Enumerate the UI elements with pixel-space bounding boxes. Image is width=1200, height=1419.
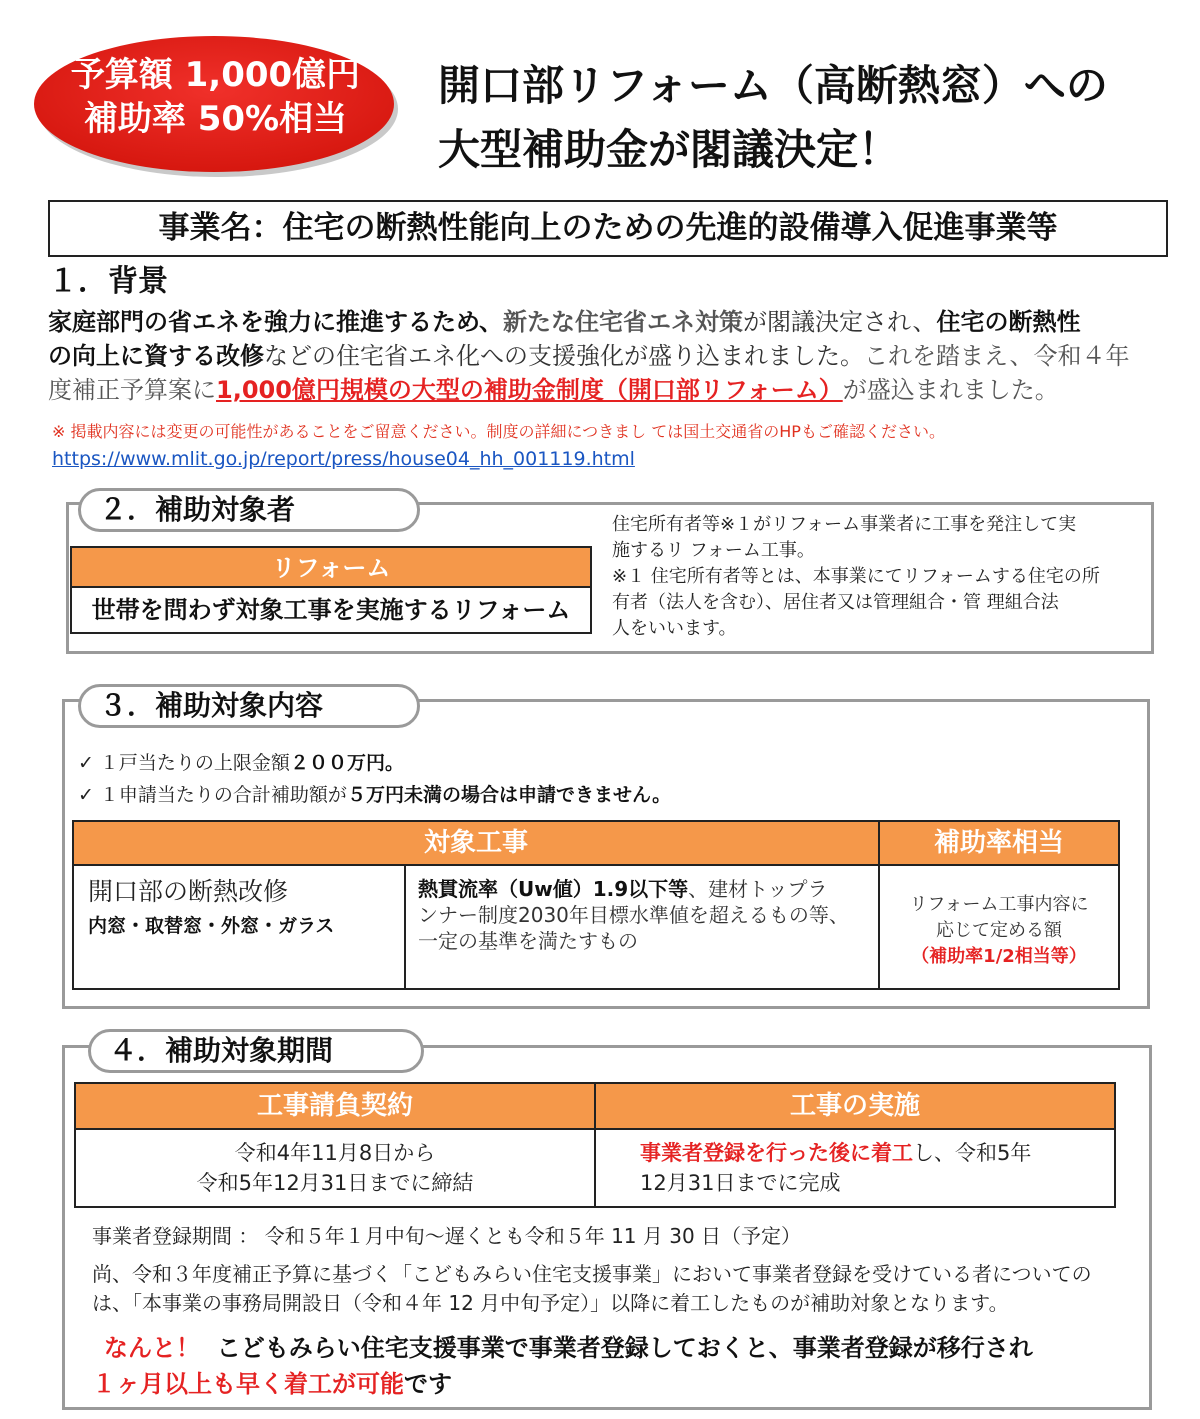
condition-minimum-amount	[78, 781, 671, 809]
callout-line-1	[104, 1331, 1033, 1365]
work-name: 開口部の断熱改修	[88, 877, 289, 906]
rate-line-2: 応じて定める額	[936, 920, 1062, 941]
background-line-2	[48, 339, 1129, 373]
header-execution: 工事の実施	[596, 1084, 1114, 1128]
background-line-1	[48, 305, 1081, 339]
execution-line-1	[640, 1138, 1114, 1168]
bg-text: などの住宅省エネ化への支援強化が盛り込まれました。	[264, 342, 864, 370]
budget-amount: 予算額 1,000億円	[70, 55, 361, 95]
work-name-cell	[74, 864, 406, 988]
bg-text: が閣議決定され、	[743, 308, 937, 336]
rate-line-3: （補助率1/2相当等）	[911, 946, 1087, 967]
contract-line-2: 令和5年12月31日までに締結	[196, 1171, 474, 1195]
criteria-text: 、建材トップラ	[688, 877, 828, 901]
transition-note-line-1: 尚、令和３年度補正予算に基づく「こどもみらい住宅支援事業」において事業者登録を受けている者についての	[92, 1262, 1092, 1286]
check-icon: ✓	[78, 752, 94, 774]
budget-badge	[28, 30, 403, 180]
subsidy-rate: 補助率 50%相当	[83, 99, 348, 139]
bg-text: が盛込まれました。	[842, 376, 1059, 404]
callout-emphasis: １ヶ月以上も早く着工が可能	[92, 1370, 404, 1398]
bg-text: の向上に資する改修	[48, 342, 264, 370]
bg-text: 度補正予算案に	[48, 376, 216, 404]
desc-line: 施するリ フォーム工事。	[612, 540, 815, 561]
period-table	[74, 1082, 1116, 1208]
criteria-line-2: ンナー制度2030年目標水準値を超えるもの等、	[418, 903, 849, 927]
bg-text: これを踏まえ、令和４年	[864, 342, 1130, 370]
rate-line-1: リフォーム工事内容に	[909, 894, 1089, 915]
criteria-line-3: 一定の基準を満たすもの	[418, 929, 638, 953]
section4-title: ４．補助対象期間	[88, 1029, 424, 1073]
transition-note-line-2: は、「本事業の事務局開設日（令和４年 12 月中旬予定）」以降に着工したものが補助対象となります。	[92, 1291, 1009, 1315]
registration-period: 事業者登録期間 ： 令和５年１月中旬～遅くとも令和５年 11 月 30 日（予定）	[92, 1224, 802, 1248]
headline-line-2: 大型補助金が閣議決定！	[438, 125, 901, 174]
section3-title: ３．補助対象内容	[78, 684, 420, 728]
target-person-description	[612, 512, 1152, 642]
criteria-bold: 熱貫流率（Uw値）1.9以下等	[418, 877, 689, 901]
criteria-line-1	[418, 876, 878, 902]
condition-emphasis: ５万円未満の場合は申請できません。	[346, 784, 672, 806]
reform-table	[70, 546, 592, 634]
execution-cell	[596, 1128, 1114, 1206]
reform-table-header: リフォーム	[72, 548, 590, 588]
contract-line-1: 令和4年11月8日から	[234, 1141, 436, 1165]
rate-cell	[880, 864, 1118, 988]
condition-text: １申請当たりの合計補助額が	[99, 784, 347, 806]
execution-text: し、令和5年	[913, 1141, 1032, 1165]
bg-text: 新たな住宅省エネ対策	[503, 308, 744, 336]
criteria-cell	[406, 864, 880, 988]
bg-text: 住宅の断熱性	[936, 308, 1081, 336]
work-types: 内窓・取替窓・外窓・ガラス	[88, 915, 335, 937]
callout-text: です	[404, 1370, 452, 1398]
condition-upper-limit	[78, 749, 404, 777]
desc-line: ※１ 住宅所有者等とは、本事業にてリフォームする住宅の所	[612, 566, 1100, 587]
execution-emphasis: 事業者登録を行った後に着工	[640, 1141, 913, 1165]
header-target-work: 対象工事	[74, 822, 880, 864]
callout-line-2	[92, 1367, 452, 1401]
desc-line: 人をいいます。	[612, 618, 737, 639]
contract-cell	[76, 1128, 596, 1206]
condition-emphasis: ２００万円。	[289, 752, 404, 774]
execution-line-2: 12月31日までに完成	[640, 1171, 841, 1195]
check-icon: ✓	[78, 784, 94, 806]
callout-text: こどもみらい住宅支援事業で事業者登録しておくと、事業者登録が移行され	[216, 1334, 1033, 1362]
bg-text: 家庭部門の省エネを強力に推進するため	[48, 308, 480, 336]
section1-title: １．背景	[48, 264, 168, 299]
bg-text: 、	[479, 308, 504, 336]
mlit-press-link[interactable]: https://www.mlit.go.jp/report/press/house04_hh_001119.html	[52, 448, 635, 470]
header-contract: 工事請負契約	[76, 1084, 596, 1128]
disclaimer-note: ※ 掲載内容には変更の可能性があることをご留意ください。制度の詳細につきまし ては国土交通省のHPもご確認ください。	[52, 422, 945, 441]
highlight-subsidy-program: 1,000億円規模の大型の補助金制度（開口部リフォーム）	[216, 376, 843, 404]
headline-line-1: 開口部リフォーム（高断熱窓）への	[438, 61, 1108, 110]
header-subsidy-rate: 補助率相当	[880, 822, 1118, 864]
desc-line: 有者（法人を含む）、居住者又は管理組合・管 理組合法	[612, 592, 1059, 613]
target-work-table	[72, 820, 1120, 990]
project-name-box: 事業名：住宅の断熱性能向上のための先進的設備導入促進事業等	[48, 200, 1168, 257]
background-line-3	[48, 373, 1059, 407]
callout-exclaim: なんと！	[104, 1334, 200, 1362]
reform-table-cell: 世帯を問わず対象工事を実施するリフォーム	[91, 596, 571, 624]
section2-title: ２．補助対象者	[78, 488, 420, 532]
condition-text: １戸当たりの上限金額	[99, 752, 290, 774]
desc-line: 住宅所有者等※１がリフォーム事業者に工事を発注して実	[612, 514, 1077, 535]
